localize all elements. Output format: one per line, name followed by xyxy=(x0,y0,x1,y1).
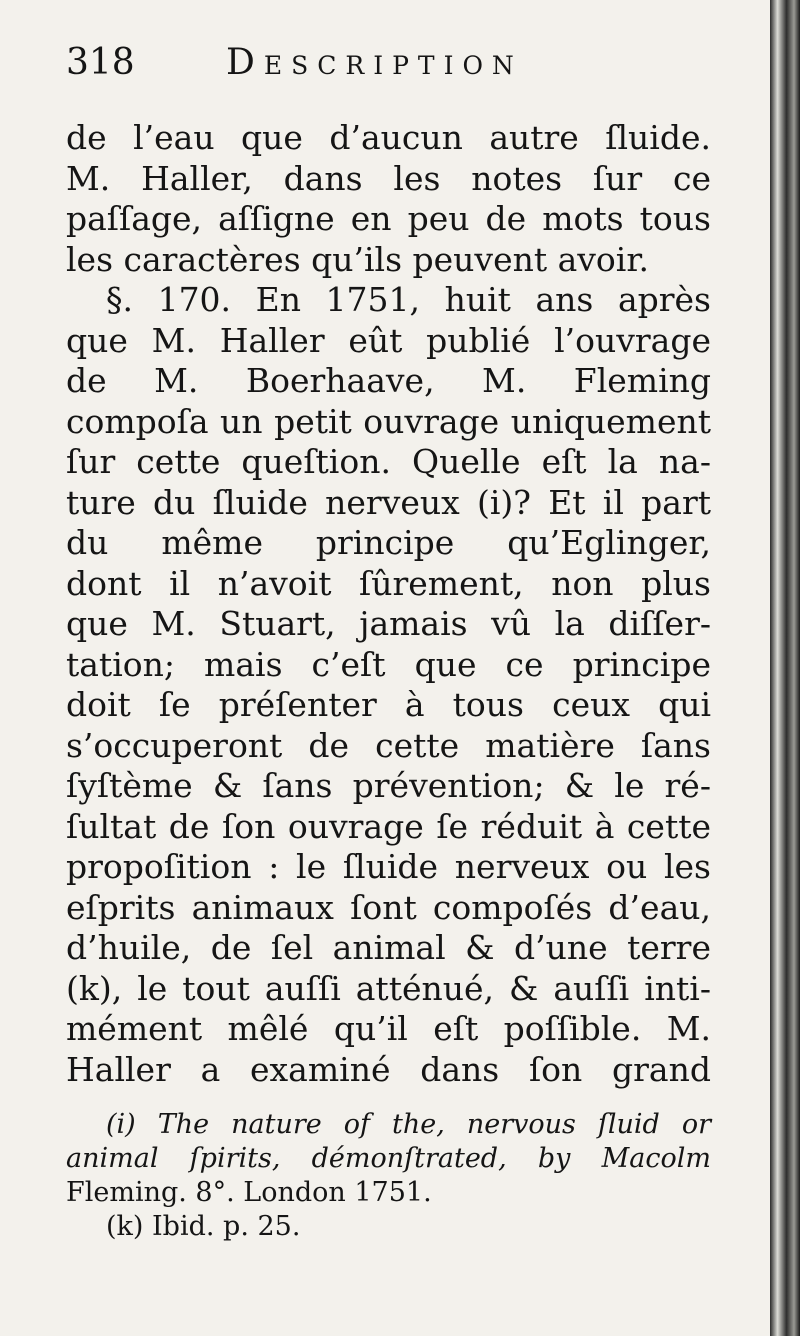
text-line: de l’eau que d’aucun autre ſluide. xyxy=(66,118,711,157)
text-line: ſyſtème & ſans prévention; & le ré- xyxy=(66,766,711,805)
text-line: du même principe qu’Eglinger, xyxy=(66,523,711,562)
footnote-line: (k) Ibid. p. 25. xyxy=(106,1211,301,1242)
page-number: 318 xyxy=(66,42,135,83)
text-line: les caractères qu’ils peuvent avoir. xyxy=(66,239,649,279)
footnotes xyxy=(66,1108,711,1244)
text-line: ture du ſluide nerveux (i)? Et il part xyxy=(66,482,711,522)
text-line: tation; mais c’eſt que ce principe xyxy=(66,644,711,684)
text-line: ſur cette queſtion. Quelle eſt la na- xyxy=(66,442,711,481)
text-line: §. 170. En 1751, huit ans après xyxy=(106,280,711,319)
text-line: compoſa un petit ouvrage uniquement xyxy=(66,401,711,441)
running-head: Description xyxy=(226,42,523,83)
text-line: que M. Haller eût publié l’ouvrage xyxy=(66,320,711,360)
body-text xyxy=(66,118,711,1090)
text-line: (k), le tout auſſi atténué, & auſſi inti- xyxy=(66,968,711,1008)
text-line: que M. Stuart, jamais vû la diſſer- xyxy=(66,604,711,643)
text-line: doit ſe préſenter à tous ceux qui xyxy=(66,685,711,724)
text-line: Haller a examiné dans ſon grand xyxy=(66,1049,711,1089)
text-line: de M. Boerhaave, M. Fleming xyxy=(66,361,711,400)
footnote-line: (i) The nature of the, nervous ſluid or xyxy=(106,1109,711,1140)
book-spine-edge xyxy=(770,0,800,1336)
text-line: propoſition : le ſluide nerveux ou les xyxy=(66,847,711,886)
text-line: ſultat de ſon ouvrage ſe réduit à cette xyxy=(66,806,711,846)
text-line: M. Haller, dans les notes ſur ce xyxy=(66,158,711,198)
text-line: paſſage, aſſigne en peu de mots tous xyxy=(66,199,711,238)
text-line: s’occuperont de cette matière ſans xyxy=(66,725,711,765)
page-header xyxy=(66,42,706,98)
footnote-line: Fleming. 8°. London 1751. xyxy=(66,1177,432,1208)
footnote-line: animal ſpirits, démonſtrated, by Macolm xyxy=(66,1143,711,1174)
text-line: dont il n’avoit ſûrement, non plus xyxy=(66,563,711,603)
text-line: mément mêlé qu’il eſt poſſible. M. xyxy=(66,1009,711,1048)
text-line: d’huile, de ſel animal & d’une terre xyxy=(66,928,711,967)
text-line: eſprits animaux ſont compoſés d’eau, xyxy=(66,887,711,927)
